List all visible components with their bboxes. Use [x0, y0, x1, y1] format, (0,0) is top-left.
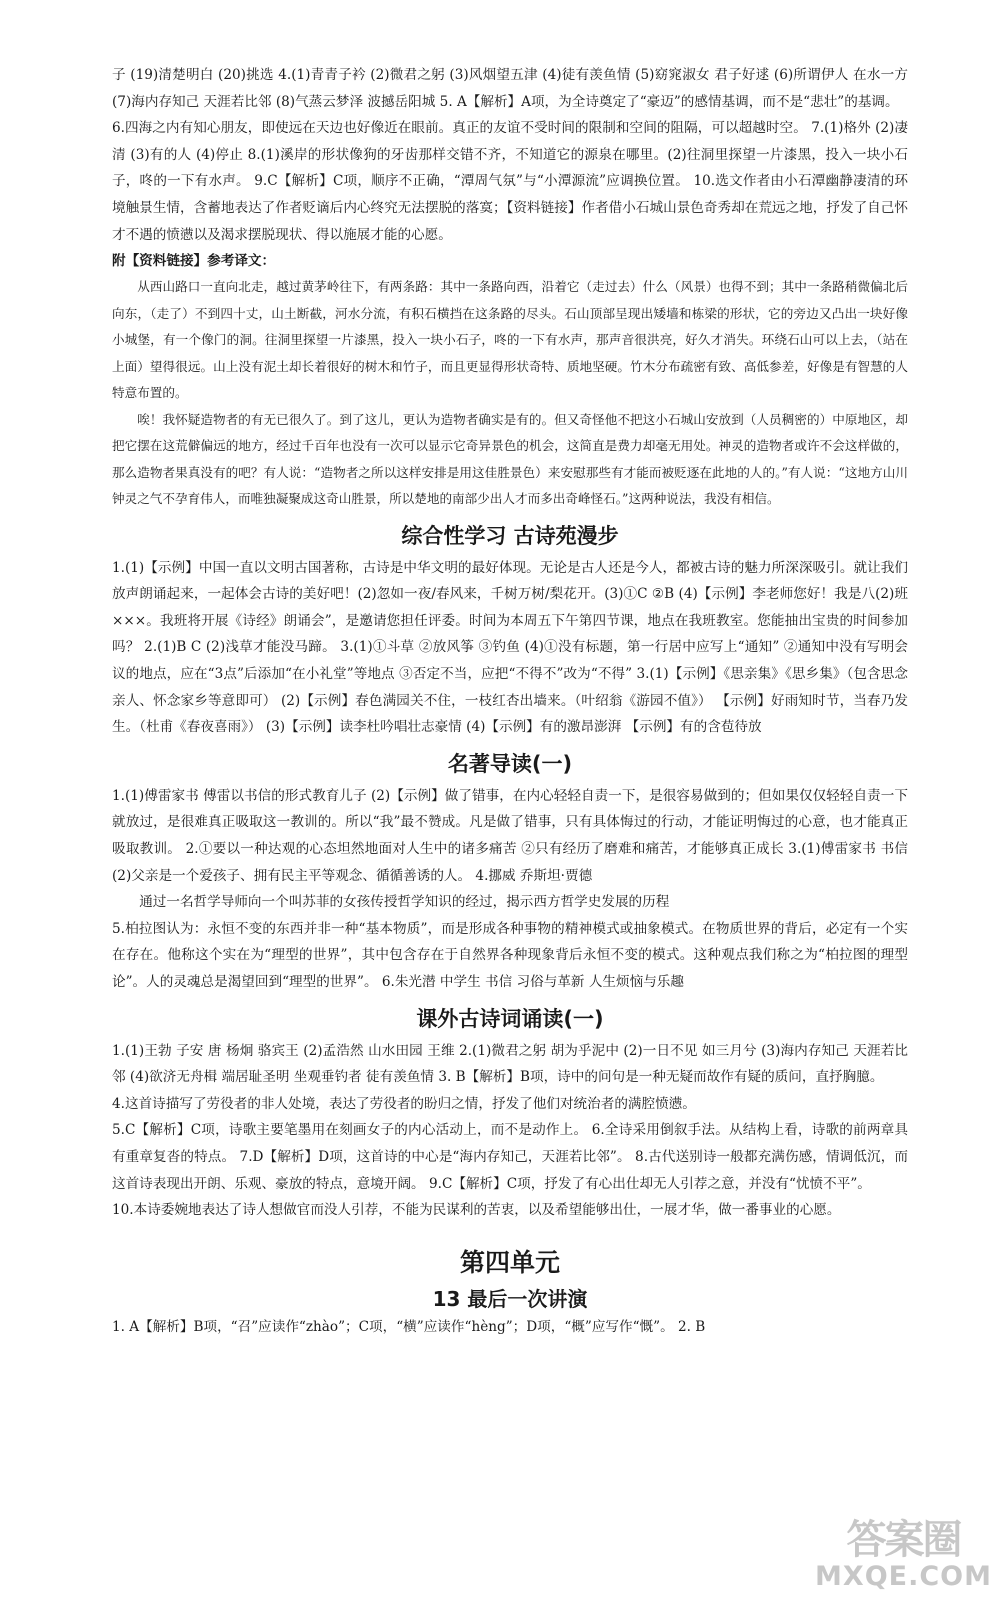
lesson-heading: 13 最后一次讲演 [432, 1286, 588, 1311]
answer-block-9: 10.本诗委婉地表达了诗人想做官而没人引荐，不能为民谋利的苦衷，以及希望能够出仕，一展才华，做一番事业的心愿。 [112, 1202, 841, 1219]
answer-block-7: 4.这首诗描写了劳役者的非人处境，表达了劳役者的盼归之情，抒发了他们对统治者的满腔愤懑。 [112, 1095, 696, 1112]
unit-heading: 第四单元 [459, 1247, 560, 1277]
section-heading-kewai: 课外古诗词诵读(一) [416, 1006, 604, 1031]
watermark-logo [815, 1518, 992, 1592]
answer-block-5: 5.柏拉图认为：永恒不变的东西并非一种“基本物质”，而是形成各种事物的精神模式或抽象模式。在物质世界的背后，必定有一个实在存在。他称这个实在为“理型的世界”，其中包含存在于自然界各种现象背后永恒不变的模式。这种观点我们称之为“柏拉图的理型论”。人的灵魂总是渴望回到“理型的世界”。 6.朱光潜 中学生 书信 习俗与革新 人生烦恼与乐趣 [112, 920, 908, 990]
answer-block-1: 子 (19)清楚明白 (20)挑选 4.(1)青青子衿 (2)微君之躬 (3)风烟望五津 (4)徒有羡鱼情 (5)窈窕淑女 君子好逑 (6)所谓伊人 在水一方 (7)海内存知己 天涯若比邻 (8)气蒸云梦泽 波撼岳阳城 5. A【解析】A项，为全诗奠定了“豪迈”的感情基调，而不是“悲壮”的基调。 [112, 67, 908, 110]
answer-block-8: 5.C【解析】C项，诗歌主要笔墨用在刻画女子的内心活动上，而不是动作上。 6.全诗采用倒叙手法。从结构上看，诗歌的前两章具有重章复沓的特点。 7.D【解析】D项，这首诗的中心是“海内存知己，天涯若比邻”。 8.古代送别诗一般都充满伤感，情调低沉，而这首诗表现出开朗、乐观、豪放的特点，意境开阔。 9.C【解析】C项，抒发了有心出仕却无人引荐之意，并没有“忧愤不平”。 [112, 1122, 908, 1192]
translation-paragraph-1: 从西山路口一直向北走，越过黄茅岭往下，有两条路：其中一条路向西，沿着它（走过去）什么（风景）也得不到；其中一条路稍微偏北后向东，（走了）不到四十丈，山土断截，河水分流，有积石横挡在这条路的尽头。石山顶部呈现出矮墙和栋梁的形状，它的旁边又凸出一块好像小城堡，有一个像门的洞。往洞里探望一片漆黑，投入一块小石子，咚的一下有水声，那声音很洪亮，好久才消失。环绕石山可以上去，（站在上面）望得很远。山上没有泥土却长着很好的树木和竹子，而且更显得形状奇特、质地坚硬。竹木分布疏密有致、高低参差，好像是有智慧的人特意布置的。 [112, 279, 908, 401]
answer-block-2: 6.四海之内有知心朋友，即使远在天边也好像近在眼前。真正的友谊不受时间的限制和空间的阻隔，可以超越时空。 7.(1)格外 (2)凄清 (3)有的人 (4)停止 8.(1)溪岸的形状像狗的牙齿那样交错不齐，不知道它的源泉在哪里。(2)往洞里探望一片漆黑，投入一块小石子，咚的一下有水声。 9.C【解析】C项，顺序不正确，“潭周气氛”与“小潭源流”应调换位置。 10.选文作者由小石潭幽静凄清的环境触景生情，含蓄地表达了作者贬谪后内心终究无法摆脱的落寞；【资料链接】作者借小石城山景色奇秀却在荒远之地，抒发了自己怀才不遇的愤懑以及渴求摆脱现状、得以施展才能的心愿。 [112, 120, 908, 243]
section-heading-zonghe: 综合性学习 古诗苑漫步 [401, 523, 619, 548]
answer-block-10: 1. A【解析】B项，“召”应读作“zhào”；C项，“横”应读作“hèng”；D项，“概”应写作“慨”。 2. B [112, 1318, 706, 1335]
watermark-cn: 答案圈 [846, 1517, 961, 1563]
answer-block-4b: 通过一名哲学导师向一个叫苏菲的女孩传授哲学知识的经过，揭示西方哲学史发展的历程 [139, 894, 670, 911]
translation-paragraph-2: 唉！我怀疑造物者的有无已很久了。到了这儿，更认为造物者确实是有的。但又奇怪他不把这小石城山安放到（人员稠密的）中原地区，却把它摆在这荒僻偏远的地方，经过千百年也没有一次可以显示它奇异景色的机会，这简直是费力却毫无用处。神灵的造物者或许不会这样做的，那么造物者果真没有的吧？有人说：“造物者之所以这样安排是用这佳胜景色）来安慰那些有才能而被贬逐在此地的人的。”有人说：“这地方山川钟灵之气不孕育伟人，而唯独凝聚成这奇山胜景，所以楚地的南部少出人才而多出奇峰怪石。”这两种说法，我没有相信。 [112, 411, 908, 507]
section-heading-mingzhu: 名著导读(一) [447, 751, 573, 776]
answer-block-6: 1.(1)王勃 子安 唐 杨炯 骆宾王 (2)孟浩然 山水田园 王维 2.(1)微君之躬 胡为乎泥中 (2)一日不见 如三月兮 (3)海内存知己 天涯若比邻 (4)欲济无舟楫 端居耻圣明 坐观垂钓者 徒有羡鱼情 3. B【解析】B项，诗中的问句是一种无疑而故作有疑的质问，直抒胸臆。 [112, 1042, 908, 1086]
answer-block-4: 1.(1)傅雷家书 傅雷以书信的形式教育儿子 (2)【示例】做了错事，在内心轻轻自责一下，是很容易做到的；但如果仅仅轻轻自责一下就放过，是很难真正吸取这一教训的。所以“我”最不赞成。凡是做了错事，只有具体悔过的行动，才能证明悔过的心意，也才能真正吸取教训。 2.①要以一种达观的心态坦然地面对人生中的诸多痛苦 ②只有经历了磨难和痛苦，才能够真正成长 3.(1)傅雷家书 书信 (2)父亲是一个爱孩子、拥有民主平等观念、循循善诱的人。 4.挪威 乔斯坦·贾德 [112, 787, 908, 884]
answer-page [112, 62, 908, 1340]
reference-heading: 附【资料链接】参考译文： [112, 253, 276, 270]
answer-block-3: 1.(1)【示例】中国一直以文明古国著称，古诗是中华文明的最好体现。无论是古人还是今人，都被古诗的魅力所深深吸引。就让我们放声朗诵起来，一起体会古诗的美好吧！(2)忽如一夜/春风来，千树万树/梨花开。(3)①C ②B (4)【示例】李老师您好！我是八(2)班×××。我班将开展《诗经》朗诵会”，是邀请您担任评委。时间为本周五下午第四节课，地点在我班教室。您能抽出宝贵的时间参加吗？ 2.(1)B C (2)浅草才能没马蹄。 3.(1)①斗草 ②放风筝 ③钓鱼 (4)①没有标题，第一行居中应写上“通知” ②通知中没有写明会议的地点，应在“3点”后添加“在小礼堂”等地点 ③否定不当，应把“不得不”改为“不得” 3.(1)【示例】《思亲集》《思乡集》（包含思念亲人、怀念家乡等意即可） (2)【示例】春色满园关不住，一枝红杏出墙来。（叶绍翁《游园不值》） 【示例】好雨知时节，当春乃发生。（杜甫《春夜喜雨》） (3)【示例】读李杜吟唱壮志豪情 (4)【示例】有的激昂澎湃 【示例】有的含苞待放 [112, 559, 908, 736]
watermark-en: MXQE.COM [815, 1561, 992, 1592]
